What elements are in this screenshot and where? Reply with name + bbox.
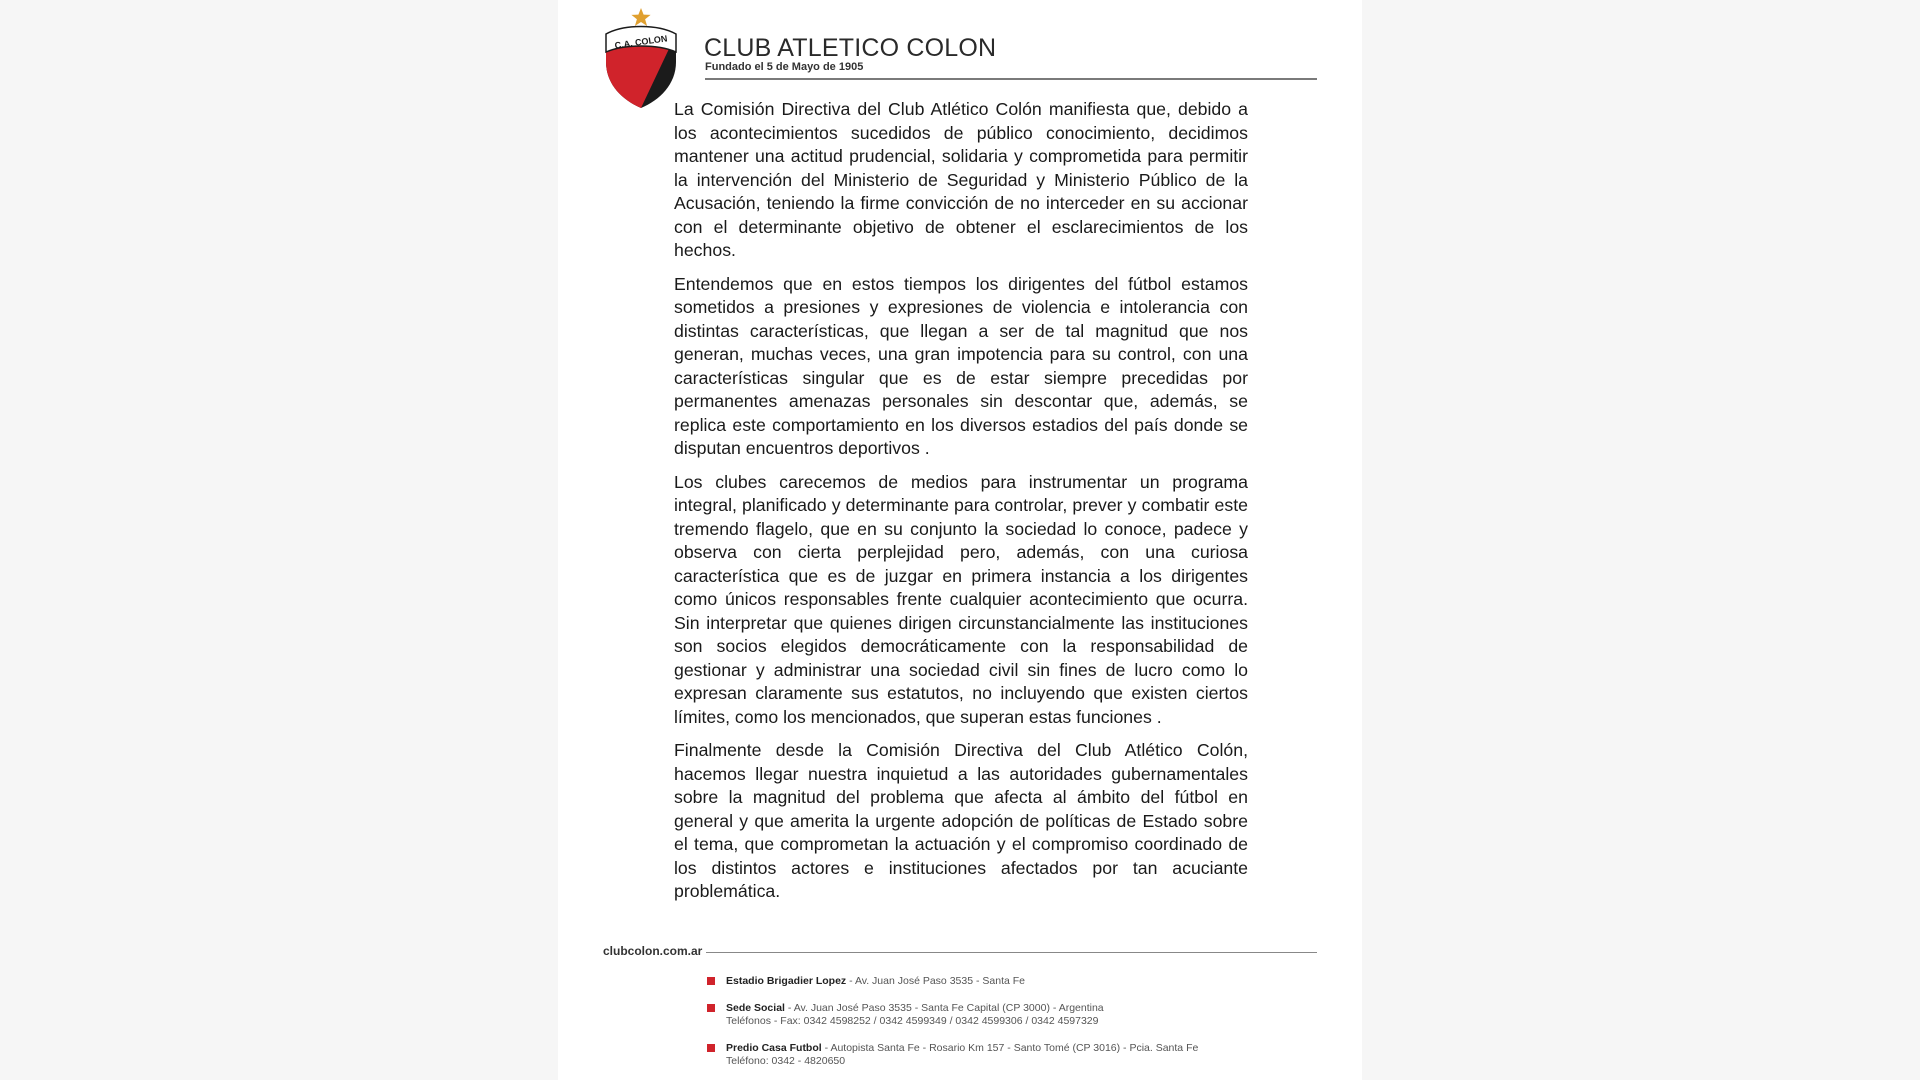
footer-divider [706, 952, 1317, 953]
address-name: Sede Social [726, 1002, 785, 1014]
paragraph: Finalmente desde la Comisión Directiva del Club Atlético Colón, hacemos llegar nuestra inquietud a las autoridades gubernamentales sobre la magnitud del problema que afecta al ámbito del fútbol en general y que amerita la urgente adopción de políticas de Estado sobre el tema, que comprometan la actuación y el compromiso coordinado de los distintos actores e instituciones afectados por tan acuciante problemática. [674, 740, 1248, 901]
address-phones: Teléfonos - Fax: 0342 4598252 / 0342 4599349 / 0342 4599306 / 0342 4597329 [726, 1015, 1099, 1027]
address-name: Predio Casa Futbol [726, 1042, 822, 1054]
square-bullet-icon [707, 977, 715, 985]
club-name: CLUB ATLETICO COLON [704, 34, 997, 62]
star-icon [631, 8, 650, 26]
paragraph: La Comisión Directiva del Club Atlético Colón manifiesta que, debido a los acontecimientos sucedidos de público conocimiento, decidimos mantener una actitud prudencial, solidaria y comprometida para permitir la intervención del Ministerio de Seguridad y Ministerio Público de la Acusación, teniendo la firme convicción de no interceder en su accionar con el determinante objetivo de obtener el esclarecimientos de los hechos. [674, 99, 1248, 260]
square-bullet-icon [707, 1004, 715, 1012]
header-divider [705, 78, 1317, 80]
address-detail: - Autopista Santa Fe - Rosario Km 157 - Santo Tomé (CP 3016) - Pcia. Santa Fe [821, 1042, 1199, 1054]
address-detail: - Av. Juan José Paso 3535 - Santa Fe Capital (CP 3000) - Argentina [784, 1002, 1104, 1014]
paragraph: Entendemos que en estos tiempos los dirigentes del fútbol estamos sometidos a presiones y expresiones de violencia e intolerancia con distintas características, que llegan a ser de tal magnitud que nos generan, muchas veces, una gran impotencia para su control, con una características singular que es de estar siempre precedidas por permanentes amenazas personales sin descontar que, además, se replica este comportamiento en los diversos estadios del país donde se disputan encuentros deportivos . [674, 273, 1248, 458]
website-link[interactable]: clubcolon.com.ar [603, 944, 703, 958]
address-detail: - Av. Juan José Paso 3535 - Santa Fe [846, 975, 1025, 987]
crest-label: C.A. COLON [614, 33, 668, 51]
statement-body [674, 98, 1248, 914]
letter-page [558, 0, 1362, 1080]
square-bullet-icon [707, 1044, 715, 1052]
paragraph: Los clubes carecemos de medios para instrumentar un programa integral, planificado y determinante para controlar, prever y combatir este tremendo flagelo, que en su conjunto la sociedad lo conoce, padece y observa con cierta perplejidad pero, además, con una curiosa característica que es de juzgar en primera instancia a los dirigentes como únicos responsables frente cualquier acontecimiento que ocurra. Sin interpretar que quienes dirigen circunstancialmente las instituciones son socios elegidos democráticamente con la responsabilidad de gestionar y administrar una sociedad civil sin fines de lucro como lo expresan claramente sus estatutos, no incluyendo que existen ciertos límites, como los mencionados, que superan estas funciones . [674, 471, 1248, 727]
address-phones: Teléfono: 0342 - 4820650 [726, 1055, 846, 1067]
address-name: Estadio Brigadier Lopez [726, 975, 847, 987]
founded-date: Fundado el 5 de Mayo de 1905 [705, 61, 864, 73]
club-crest-logo [602, 6, 680, 108]
